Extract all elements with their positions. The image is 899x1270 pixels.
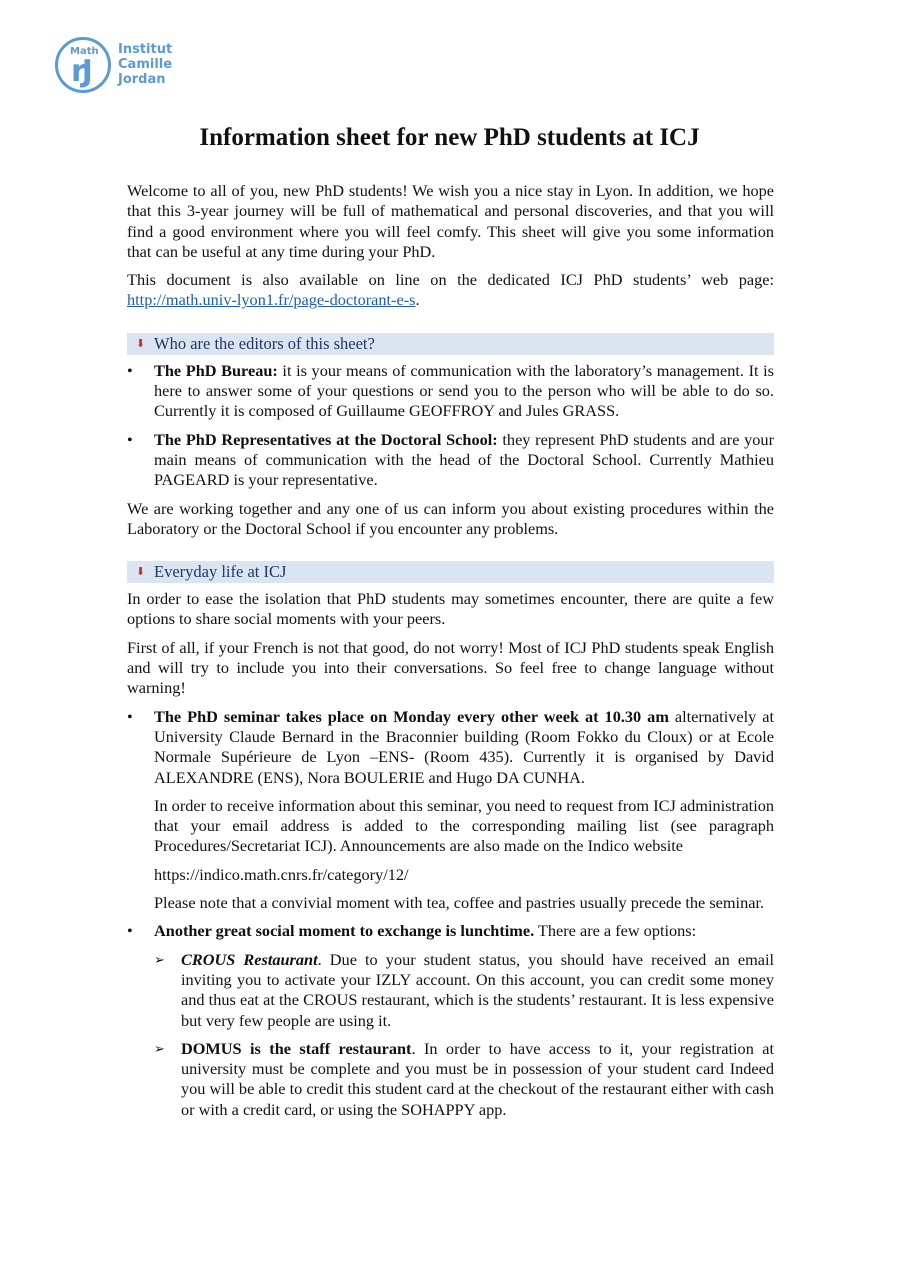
logo-line-3: Jordan [118, 72, 166, 87]
seminar-note: Please note that a convivial moment with tea, coffee and pastries usually precede the seminar. [154, 893, 765, 913]
everyday-list [127, 707, 774, 788]
list-item-lunch [127, 921, 774, 941]
option-text: . In order to have access to it, your registration at university must be complete and you must be in possession of your student card Indeed you will be able to credit this student card at the checkout of the restaurant either with cash or with a credit card, or using the SOHAPPY app. [181, 1038, 774, 1119]
seminar-bold: The PhD seminar takes place on Monday every other week at 10.30 am [154, 706, 669, 726]
list-item [127, 361, 774, 422]
lunch-option-crous [154, 950, 774, 1031]
page-title: Information sheet for new PhD students at ICJ [199, 124, 700, 151]
option-text: . Due to your student status, you should have received an email inviting you to activate your IZLY account. On this account, you can credit some money and thus eat at the CROUS restaurant, which is the students’ restaurant. It is less expensive but very few people are using it. [181, 949, 775, 1030]
logo-badge [55, 37, 111, 93]
logo-math-text: Math [70, 46, 99, 57]
option-bold-label: DOMUS is the staff restaurant [181, 1038, 412, 1058]
list-item-seminar [127, 707, 774, 788]
item-text: it is your means of communication with the laboratory’s management. It is here to answer some of your questions or send you to the person who will be able to do so. Currently it is composed of Guillaume GEOFFROY and Jules GRASS. [154, 360, 774, 421]
item-text: they represent PhD students and are your main means of communication with the head of the Doctoral School. Currently Mathieu PAGEARD is your representative. [154, 429, 774, 490]
section-header-everyday [127, 561, 774, 583]
seminar-text: alternatively at University Claude Bernard in the Braconnier building (Room Fokko du Cloux) or at Ecole Normale Supérieure de Lyon –ENS- (Room 435). Currently it is organised by David ALEXANDRE (ENS), Nora BOULERIE and Hugo DA CUNHA. [154, 706, 774, 787]
everyday-paragraph-2: First of all, if your French is not that good, do not worry! Most of ICJ PhD students speak English and will try to include you into their conversations. So feel free to change language without warning! [127, 637, 774, 698]
logo-name [118, 42, 172, 87]
seminar-url: https://indico.math.cnrs.fr/category/12/ [154, 864, 409, 884]
bullet-icon: • [127, 360, 133, 380]
lunch-text: There are a few options: [534, 921, 697, 941]
item-bold-label: The PhD Bureau: [154, 360, 278, 380]
editors-closing: We are working together and any one of us can inform you about existing procedures within the Laboratory or the Doctoral School if you encounter any problems. [127, 498, 774, 538]
intro-paragraph: Welcome to all of you, new PhD students! We wish you a nice stay in Lyon. In addition, we hope that this 3-year journey will be full of mathematical and personal discoveries, and that you will find a good environment where you will feel comfy. This sheet will give you some information that can be useful at any time during your PhD. [127, 181, 774, 261]
intro-link-paragraph [127, 270, 774, 311]
seminar-info: In order to receive information about this seminar, you need to request from ICJ administration that your email address is added to the corresponding mailing list (see paragraph Procedures/Secretariat ICJ). Announcements are also made on the Indico website [154, 795, 774, 856]
lunch-options [127, 950, 774, 1120]
list-item [127, 430, 774, 491]
item-bold-label: The PhD Representatives at the Doctoral School: [154, 429, 498, 449]
bullet-icon: • [127, 706, 133, 726]
editors-list [127, 361, 774, 491]
section-title-everyday: Everyday life at ICJ [154, 562, 287, 582]
arrow-down-icon: ⬇ [135, 337, 146, 350]
arrow-bullet-icon: ➢ [154, 1040, 165, 1056]
lunch-list [127, 921, 774, 941]
lunch-option-domus [154, 1039, 774, 1120]
bullet-icon: • [127, 429, 133, 449]
icj-logo [55, 37, 175, 101]
arrow-down-icon: ⬇ [135, 566, 146, 579]
section-title-editors: Who are the editors of this sheet? [154, 333, 375, 353]
logo-rj-glyph: rJ [71, 54, 89, 89]
logo-line-1: Institut [118, 42, 173, 57]
logo-line-2: Camille [118, 57, 173, 72]
bullet-icon: • [127, 921, 133, 941]
intro-link-end: . [415, 290, 420, 310]
students-page-link[interactable]: http://math.univ-lyon1.fr/page-doctorant-e-s [127, 290, 416, 310]
everyday-paragraph-1: In order to ease the isolation that PhD students may sometimes encounter, there are quite a few options to share social moments with your peers. [127, 589, 774, 629]
section-header-editors [127, 333, 774, 355]
arrow-bullet-icon: ➢ [154, 951, 165, 967]
intro-link-text: This document is also available on line on the dedicated ICJ PhD students’ web page: [127, 270, 774, 290]
option-bold-label: CROUS Restaurant [181, 949, 318, 969]
document-body [127, 181, 774, 1128]
lunch-bold: Another great social moment to exchange is lunchtime. [154, 921, 535, 941]
